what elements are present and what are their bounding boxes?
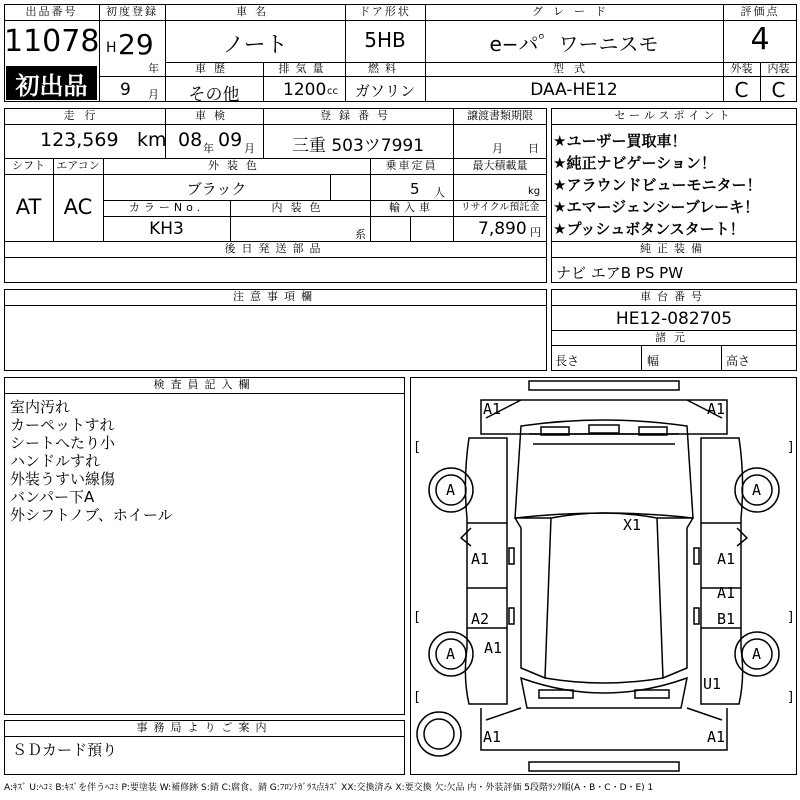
displacement-label: 排気量 [278,62,330,75]
insp-year-unit: 年 [203,142,214,155]
import-label: 輸入車 [389,201,434,214]
inspector-note: 外装うすい線傷 [10,470,116,488]
fuel: ガソリン [354,82,415,100]
reg-month: 9 [120,80,131,100]
sales-point: ★エマージェンシーブレーキ！ [553,198,760,216]
ac: AC [63,195,93,219]
capacity-label: 乗車定員 [385,159,438,172]
damage-mark: A1 [717,550,736,568]
inspector-note: バンパー下A [10,488,95,506]
shift: AT [15,195,42,219]
bracket: ] [787,610,795,625]
insp-month-unit: 月 [244,142,255,155]
fuel-label: 燃料 [368,62,402,75]
reg-no: 三重 503ツ7991 [291,136,425,156]
office-note: ＳＤカード預り [12,741,118,759]
damage-mark: A1 [483,400,502,418]
shift-label: シフト [12,159,45,172]
ac-label: エアコン [56,159,100,172]
car-name: ノート [222,33,288,58]
displacement: 1200 [283,80,327,100]
capacity-unit: 人 [434,186,445,199]
capacity: 5 [410,180,420,198]
equipment-label: 純正装備 [640,242,708,255]
insp-year: 08 [178,129,203,151]
interior-label: 内装 [767,62,790,75]
damage-mark: A1 [483,728,502,746]
damage-mark: A1 [484,639,503,657]
car-outline [411,378,798,776]
displacement-unit: cc [327,86,338,97]
first-reg-label: 初度登録 [106,5,158,18]
notes-label: 注意事項欄 [233,290,318,303]
inspector-note: シートへたり小 [10,434,116,452]
damage-mark: A [752,645,762,663]
transfer-label: 譲渡書類期限 [467,109,533,122]
exterior-label: 外装 [730,62,753,75]
bracket: [ [413,690,421,705]
inspector-note: 室内汚れ [10,398,71,416]
int-color-unit: 系 [355,228,366,241]
mileage-unit: km [137,129,167,151]
bracket: ] [787,440,795,455]
later-parts-label: 後日発送部品 [224,242,327,255]
door-type: 5HB [364,28,406,52]
inspector-note: ハンドルすれ [10,452,101,470]
width-label: 幅 [647,354,660,368]
car-diagram [410,377,797,775]
damage-mark: U1 [703,675,722,693]
office-label: 事務局よりご案内 [136,721,273,734]
interior-grade: C [771,78,786,102]
lot-no-label: 出品番号 [25,5,78,18]
recycle-label: リサイクル預託金 [460,202,540,213]
chassis-label: 車台番号 [640,290,708,303]
damage-mark: A [446,481,456,499]
damage-mark: A1 [717,584,736,602]
mileage-label: 走行 [63,109,106,122]
transfer-month-unit: 月 [492,142,503,155]
transfer-day-unit: 日 [528,142,539,155]
grade-label: グレード [532,5,616,18]
reg-no-label: 登録番号 [320,109,396,122]
score-label: 評価点 [740,5,780,18]
history: その他 [188,85,240,105]
insp-month: 09 [218,129,243,151]
dims-label: 諸元 [655,331,693,344]
recycle: 7,890 [478,219,527,239]
chassis-no: HE12-082705 [615,309,733,329]
lot-no: 11078 [4,24,100,59]
first-listing-badge: 初出品 [6,66,97,100]
damage-mark: A1 [471,550,490,568]
color-no: KH3 [149,219,184,239]
bracket: ] [787,690,795,705]
sales-point: ★アラウンドビューモニター！ [553,176,762,194]
color-label: 外装色 [208,159,265,172]
load-unit: kg [528,186,541,197]
exterior-grade: C [734,78,749,102]
door-label: ドア形状 [359,5,411,18]
month-unit: 月 [148,88,159,101]
car-name-label: 車名 [236,5,274,18]
mileage: 123,569 [40,129,119,151]
model: DAA-HE12 [530,80,618,100]
sales-point: ★純正ナビゲーション！ [553,154,716,172]
color-no-label: カラーNo. [128,201,205,214]
bracket: [ [413,610,421,625]
reg-year: 29 [118,28,154,61]
height-label: 高さ [726,354,751,368]
model-label: 型式 [553,62,595,75]
bracket: [ [413,440,421,455]
damage-mark: A2 [471,610,490,628]
inspector-note: 外シフトノブ、ホイール [10,506,173,524]
inspector-note: カーペットすれ [10,416,115,434]
equipment: ナビ エアB PS PW [556,264,684,282]
color: ブラック [186,180,247,198]
sales-point: ★ユーザー買取車！ [553,132,687,150]
damage-mark: A [446,645,456,663]
score: 4 [750,22,770,57]
length-label: 長さ [555,354,580,368]
year-unit: 年 [148,62,159,75]
legend: A:ｷｽﾞ U:ﾍｺﾐ B:ｷｽﾞを伴うﾍｺﾐ P:要塗装 W:補修跡 S:錆 C:腐食、錆 G:ﾌﾛﾝﾄｶﾞﾗｽ点ｷｽﾞ XX:交換済み X:要交換 欠:欠品 内・外装評価 5段階ﾗﾝｸ順(A・B・C・D・E) 1 [4,783,654,793]
era: H [106,40,117,56]
inspection-label: 車検 [195,109,233,122]
grade: e−パ゜ワーニスモ [489,32,659,56]
damage-mark: X1 [623,516,642,534]
damage-mark: A1 [707,728,726,746]
damage-mark: A1 [707,400,726,418]
inspector-label: 検査員記入欄 [153,378,256,391]
load-label: 最大積載量 [472,159,528,172]
damage-mark: A [752,481,762,499]
int-color-label: 内装色 [271,201,329,214]
sales-label: セールスポイント [614,109,734,122]
sales-point: ★プッシュボタンスタート！ [553,220,745,238]
recycle-unit: 円 [530,226,541,239]
history-label: 車歴 [195,62,233,75]
damage-mark: B1 [717,610,736,628]
